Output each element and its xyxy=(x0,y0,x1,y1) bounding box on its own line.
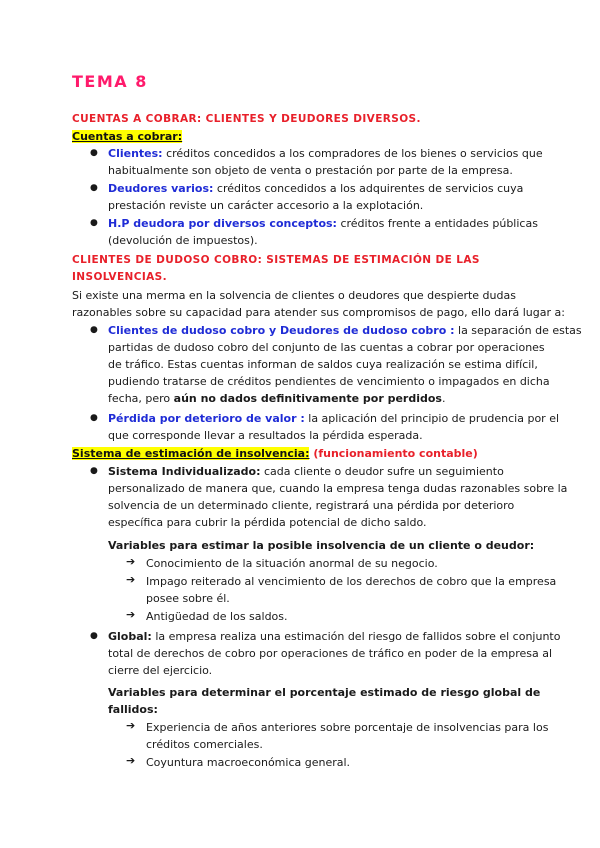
bullet-icon: ● xyxy=(90,218,98,228)
arrow-right-icon: ➔ xyxy=(126,719,136,732)
highlight-cuentas-a-cobrar: Cuentas a cobrar: xyxy=(72,130,183,143)
list-item-perdida xyxy=(108,410,559,427)
highlight-sistema: Sistema de estimación de insolvencia: xyxy=(72,447,310,460)
arrow-item-4a: Experiencia de años anteriores sobre porcentaje de insolvencias para los xyxy=(146,721,549,734)
bullet-icon: ● xyxy=(90,466,98,476)
text-dudoso-5 xyxy=(108,390,445,407)
text-dudoso-3: de tráfico. Estas cuentas informan de saldos cuya realización se estima difícil, xyxy=(108,358,538,371)
arrow-right-icon: ➔ xyxy=(126,608,136,621)
arrow-item-3: Antigüedad de los saldos. xyxy=(146,610,288,623)
variables-global-heading-1: Variables para determinar el porcentaje estimado de riesgo global de xyxy=(108,686,541,699)
section-heading-dudoso-1: CLIENTES DE DUDOSO COBRO: SISTEMAS DE ESTIMACIÓN DE LAS xyxy=(72,254,480,266)
text-indiv-2: personalizado de manera que, cuando la empresa tenga dudas razonables sobre la xyxy=(108,482,568,495)
arrow-item-4b: créditos comerciales. xyxy=(146,738,263,751)
text-indiv-3: solvencia de un determinado cliente, registrará una pérdida por deterioro xyxy=(108,499,515,512)
arrow-right-icon: ➔ xyxy=(126,754,136,767)
list-item-clientes xyxy=(108,145,543,162)
arrow-item-1: Conocimiento de la situación anormal de su negocio. xyxy=(146,557,438,570)
term-clientes: Clientes: xyxy=(108,147,163,160)
term-dudoso: Clientes de dudoso cobro y Deudores de dudoso cobro : xyxy=(108,324,455,337)
text-deudores-2: prestación reviste un carácter accesorio a la explotación. xyxy=(108,199,424,212)
section-heading-dudoso-2: INSOLVENCIAS. xyxy=(72,271,168,283)
list-item-deudores xyxy=(108,180,523,197)
term-deudores: Deudores varios: xyxy=(108,182,214,195)
text-global-2: total de derechos de cobro por operaciones de tráfico en poder de la empresa al xyxy=(108,647,553,660)
intro-1: Si existe una merma en la solvencia de clientes o deudores que despierte dudas xyxy=(72,289,516,302)
text-hp-2: (devolución de impuestos). xyxy=(108,234,258,247)
text-global-3: cierre del ejercicio. xyxy=(108,664,213,677)
bullet-icon: ● xyxy=(90,631,98,641)
list-item-hp xyxy=(108,215,538,232)
text-dudoso-2: partidas de dudoso cobro del conjunto de las cuentas a cobrar por operaciones xyxy=(108,341,545,354)
list-item-global xyxy=(108,628,560,645)
subheading-cuentas-a-cobrar xyxy=(72,128,182,145)
term-global: Global: xyxy=(108,630,152,643)
bullet-icon: ● xyxy=(90,148,98,158)
text-clientes-2: habitualmente son objeto de venta o prestación por parte de la empresa. xyxy=(108,164,513,177)
section-heading-cuentas: CUENTAS A COBRAR: CLIENTES Y DEUDORES DIVERSOS. xyxy=(72,113,421,125)
text-global-1: la empresa realiza una estimación del riesgo de fallidos sobre el conjunto xyxy=(151,630,561,643)
list-item-dudoso xyxy=(108,322,582,339)
term-individualizado: Sistema Individualizado: xyxy=(108,465,261,478)
text-dudoso-1: la separación de estas xyxy=(454,324,582,337)
text-perdida-1: la aplicación del principio de prudencia por el xyxy=(304,412,560,425)
term-perdida: Pérdida por deterioro de valor : xyxy=(108,412,305,425)
sistema-red-note: (funcionamiento contable) xyxy=(309,447,478,460)
text-deudores-1: créditos concedidos a los adquirentes de servicios cuya xyxy=(213,182,524,195)
variables-individual-heading: Variables para estimar la posible insolvencia de un cliente o deudor: xyxy=(108,539,535,552)
page-title: TEMA 8 xyxy=(72,72,148,91)
arrow-right-icon: ➔ xyxy=(126,573,136,586)
text-indiv-4: específica para cubrir la pérdida potencial de dicho saldo. xyxy=(108,516,427,529)
arrow-right-icon: ➔ xyxy=(126,555,136,568)
arrow-item-2a: Impago reiterado al vencimiento de los derechos de cobro que la empresa xyxy=(146,575,557,588)
bullet-icon: ● xyxy=(90,183,98,193)
text-dudoso-5b: aún no dados definitivamente por perdidos xyxy=(173,392,442,405)
text-perdida-2: que corresponde llevar a resultados la pérdida esperada. xyxy=(108,429,423,442)
text-dudoso-5a: fecha, pero xyxy=(108,392,174,405)
subheading-sistema xyxy=(72,445,478,462)
arrow-item-2b: posee sobre él. xyxy=(146,592,230,605)
text-clientes-1: créditos concedidos a los compradores de los bienes o servicios que xyxy=(162,147,543,160)
variables-global-heading-2: fallidos: xyxy=(108,703,158,716)
text-dudoso-5c: . xyxy=(441,392,446,405)
bullet-icon: ● xyxy=(90,413,98,423)
arrow-item-5: Coyuntura macroeconómica general. xyxy=(146,756,351,769)
list-item-individualizado xyxy=(108,463,504,480)
intro-2: razonables sobre su capacidad para atender sus compromisos de pago, ello dará lugar a: xyxy=(72,306,565,319)
text-hp-1: créditos frente a entidades públicas xyxy=(336,217,538,230)
text-indiv-1: cada cliente o deudor sufre un seguimiento xyxy=(260,465,504,478)
term-hp: H.P deudora por diversos conceptos: xyxy=(108,217,337,230)
bullet-icon: ● xyxy=(90,325,98,335)
text-dudoso-4: pudiendo tratarse de créditos pendientes de vencimiento o impagados en dicha xyxy=(108,375,550,388)
